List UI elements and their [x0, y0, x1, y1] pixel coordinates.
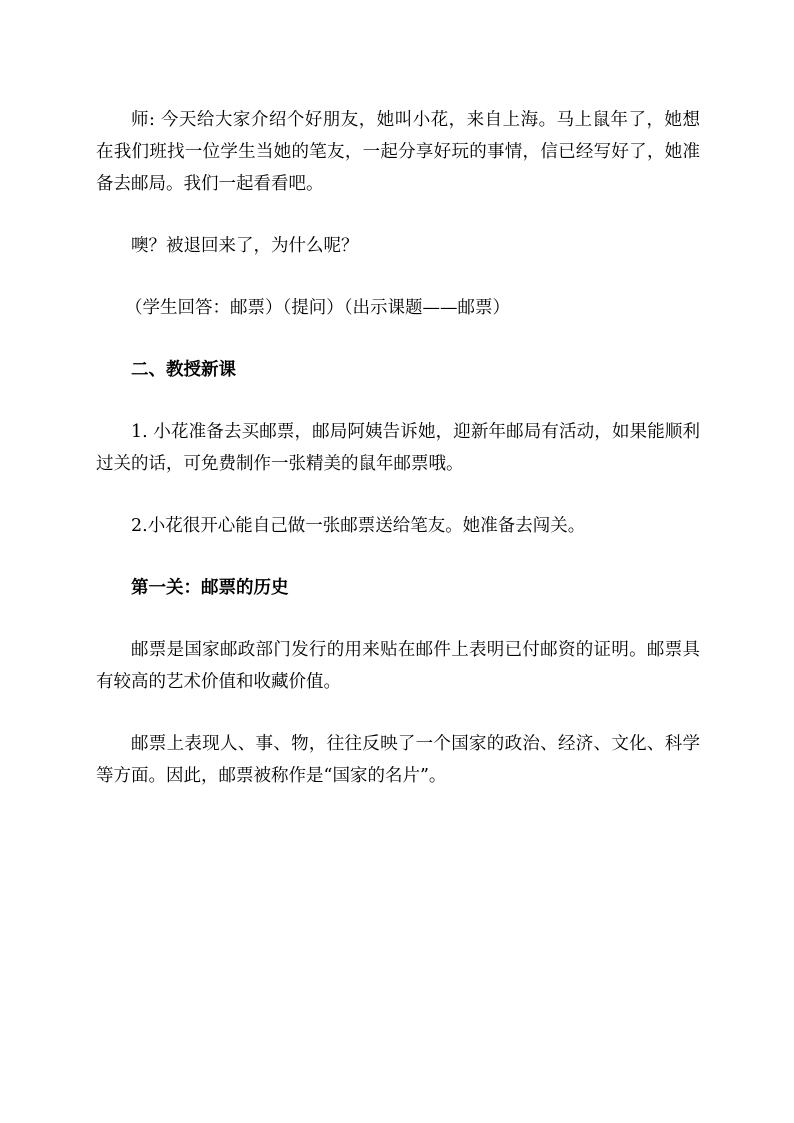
paragraph-returned-letter: 噢？被退回来了，为什么呢？	[131, 236, 359, 256]
paragraph-stamp-definition: 邮票是国家邮政部门发行的用来贴在邮件上表明已付邮资的证明。邮票具有较高的艺术价值和收藏价值。	[96, 640, 700, 692]
paragraph-student-answer: （学生回答：邮票）（提问）（出示课题——邮票）	[125, 298, 510, 318]
section-heading-level-1: 第一关：邮票的历史	[131, 578, 289, 598]
document-body	[96, 104, 700, 792]
section-heading-new-lesson: 二、教授新课	[131, 360, 236, 380]
paragraph-step-2: 2.小花很开心能自己做一张邮票送给笔友。她准备去闯关。	[131, 516, 586, 536]
paragraph-stamp-significance: 邮票上表现人、事、物，往往反映了一个国家的政治、经济、文化、科学等方面。因此，邮票被称作是“国家的名片”。	[96, 734, 700, 786]
paragraph-teacher-intro: 师: 今天给大家介绍个好朋友，她叫小花，来自上海。马上鼠年了，她想在我们班找一位学生当她的笔友，一起分享好玩的事情，信已经写好了，她准备去邮局。我们一起看看吧。	[96, 110, 700, 194]
paragraph-step-1: 1. 小花准备去买邮票，邮局阿姨告诉她，迎新年邮局有活动，如果能顺利过关的话，可免费制作一张精美的鼠年邮票哦。	[96, 422, 700, 474]
